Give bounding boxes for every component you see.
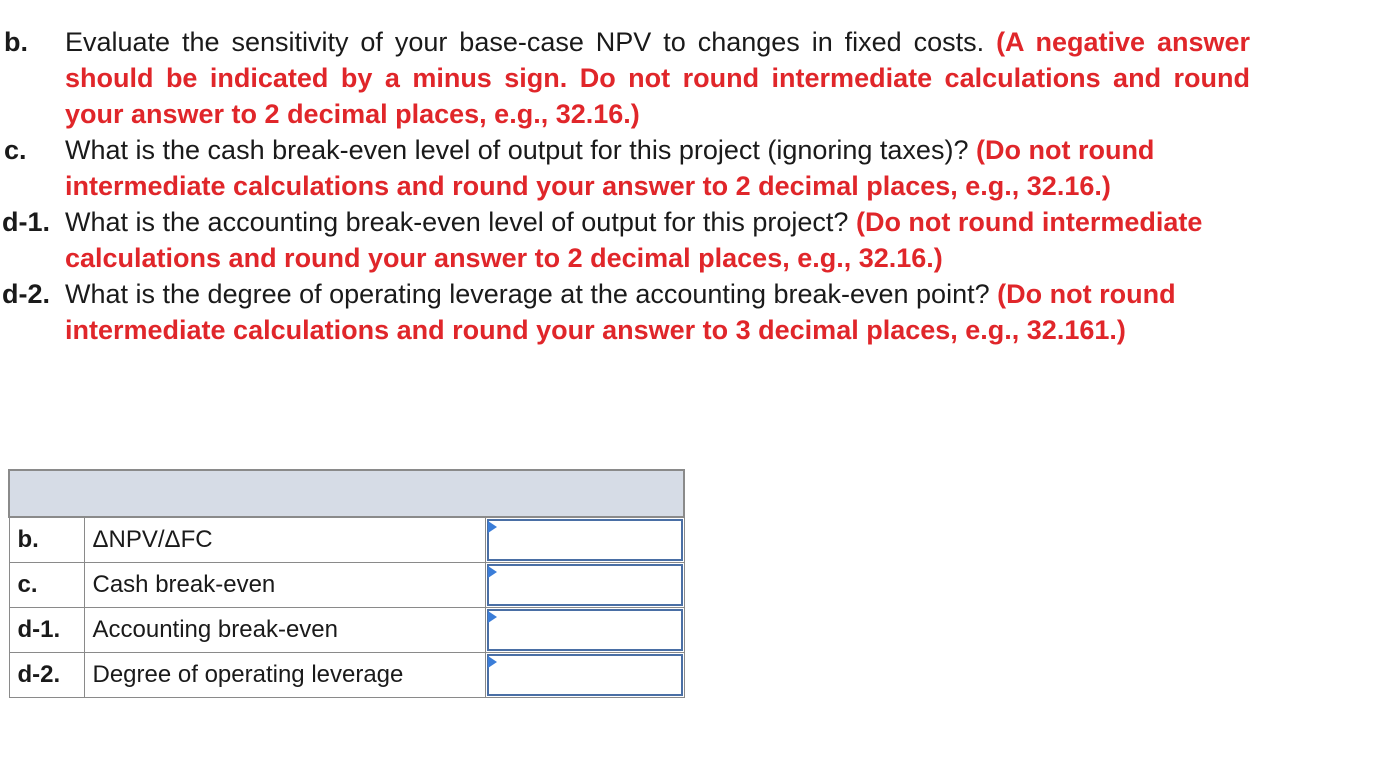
table-row <box>9 517 684 563</box>
question-list <box>0 24 1250 348</box>
flag-marker-icon <box>488 656 497 668</box>
table-header-cell <box>9 470 684 517</box>
question-label: c. <box>4 135 27 165</box>
answer-input-accounting-break-even[interactable] <box>487 609 683 651</box>
answer-cell <box>485 563 684 608</box>
row-label: d-1. <box>9 608 84 653</box>
table-row <box>9 653 684 698</box>
answer-input-npv-sensitivity[interactable] <box>487 519 683 561</box>
answer-cell <box>485 517 684 563</box>
answer-input-degree-operating-leverage[interactable] <box>487 654 683 696</box>
row-label: c. <box>9 563 84 608</box>
row-description: Cash break-even <box>84 563 485 608</box>
row-description: ΔNPV/ΔFC <box>84 517 485 563</box>
row-description: Degree of operating leverage <box>84 653 485 698</box>
row-description: Accounting break-even <box>84 608 485 653</box>
row-label: b. <box>9 517 84 563</box>
answer-cell <box>485 608 684 653</box>
flag-marker-icon <box>488 566 497 578</box>
flag-marker-icon <box>488 521 497 533</box>
table-row <box>9 608 684 653</box>
question-label: b. <box>4 27 28 57</box>
row-label: d-2. <box>9 653 84 698</box>
question-text: What is the degree of operating leverage at the accounting break-even point? <box>65 279 990 309</box>
question-instruction: (A negative answer should be indicated by a minus sign. Do not round intermediate calculations and round your answer to 2 decimal places, e.g., 32.16.) <box>65 27 1250 129</box>
question-instruction: (Do not round intermediate calculations and round your answer to 2 decimal places, e.g., 32.16.) <box>65 207 1203 273</box>
question-d2 <box>0 276 1250 348</box>
question-b <box>0 24 1250 132</box>
question-label: d-1. <box>2 207 51 237</box>
question-text: What is the accounting break-even level of output for this project? <box>65 207 849 237</box>
table-header-row <box>9 470 684 517</box>
table-row <box>9 563 684 608</box>
question-d1 <box>0 204 1250 276</box>
question-text: What is the cash break-even level of output for this project (ignoring taxes)? <box>65 135 969 165</box>
answer-input-cash-break-even[interactable] <box>487 564 683 606</box>
question-instruction: (Do not round intermediate calculations and round your answer to 3 decimal places, e.g., 32.161.) <box>65 279 1176 345</box>
question-label: d-2. <box>2 279 51 309</box>
question-text: Evaluate the sensitivity of your base-case NPV to changes in fixed costs. <box>65 27 985 57</box>
question-instruction: (Do not round intermediate calculations and round your answer to 2 decimal places, e.g., 32.16.) <box>65 135 1155 201</box>
question-c <box>0 132 1250 204</box>
flag-marker-icon <box>488 611 497 623</box>
answer-table <box>8 469 685 698</box>
answer-cell <box>485 653 684 698</box>
